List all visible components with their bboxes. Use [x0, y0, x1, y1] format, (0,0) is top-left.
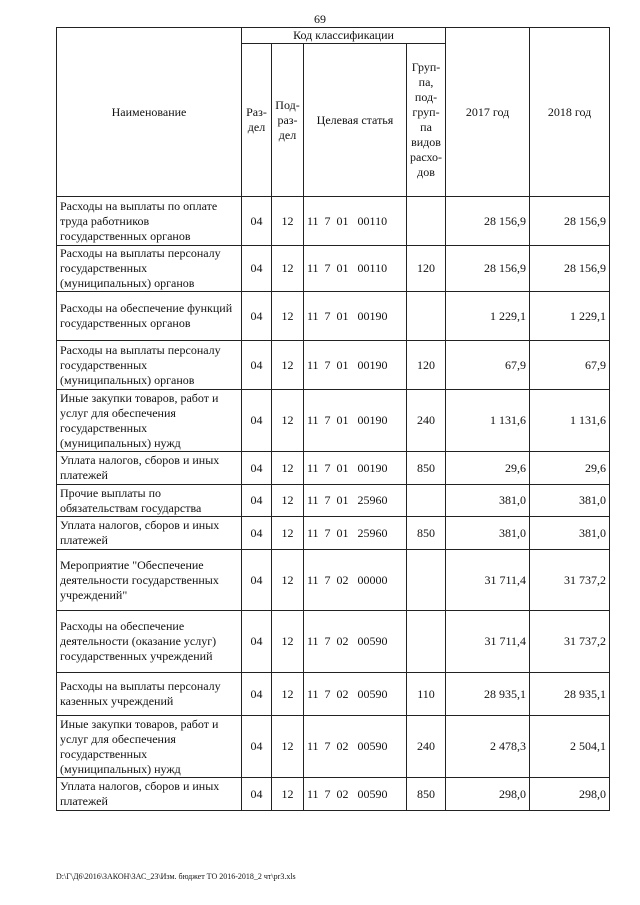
row-subsection: 12 — [272, 452, 304, 485]
row-section: 04 — [242, 517, 272, 550]
row-name: Расходы на обеспечение функций государственных органов — [57, 292, 242, 341]
row-expense-group: 850 — [407, 517, 446, 550]
row-value-2018: 31 737,2 — [530, 550, 610, 611]
row-target-article: 11 7 02 00590 — [304, 673, 407, 716]
row-name: Уплата налогов, сборов и иных платежей — [57, 778, 242, 811]
row-value-2018: 1 131,6 — [530, 390, 610, 452]
row-target-article: 11 7 01 00190 — [304, 452, 407, 485]
row-value-2017: 381,0 — [446, 485, 530, 517]
row-expense-group: 240 — [407, 716, 446, 778]
budget-table — [56, 27, 610, 811]
row-name: Иные закупки товаров, работ и услуг для обеспечения государственных (муниципальных) нужд — [57, 716, 242, 778]
row-target-article: 11 7 02 00590 — [304, 778, 407, 811]
row-subsection: 12 — [272, 716, 304, 778]
row-value-2018: 31 737,2 — [530, 611, 610, 673]
row-expense-group — [407, 197, 446, 246]
row-target-article: 11 7 01 25960 — [304, 485, 407, 517]
row-section: 04 — [242, 778, 272, 811]
row-value-2017: 31 711,4 — [446, 550, 530, 611]
row-name: Уплата налогов, сборов и иных платежей — [57, 517, 242, 550]
header-year-2018: 2018 год — [530, 28, 610, 197]
row-subsection: 12 — [272, 778, 304, 811]
header-section-text: Раз-дел — [246, 105, 267, 134]
table-row — [57, 778, 610, 811]
header-expense-group-text: Груп-па, под-груп-па видов расхо-дов — [410, 60, 443, 179]
header-subsection-text: Под-раз-дел — [275, 97, 300, 142]
row-value-2017: 29,6 — [446, 452, 530, 485]
row-value-2018: 28 156,9 — [530, 197, 610, 246]
row-value-2017: 1 131,6 — [446, 390, 530, 452]
header-classification: Код классификации — [242, 28, 446, 44]
header-target-article: Целевая статья — [304, 44, 407, 197]
row-value-2017: 381,0 — [446, 517, 530, 550]
row-value-2018: 381,0 — [530, 517, 610, 550]
page-number: 69 — [314, 12, 326, 26]
table-row — [57, 517, 610, 550]
row-expense-group: 120 — [407, 341, 446, 390]
row-subsection: 12 — [272, 341, 304, 390]
row-value-2018: 1 229,1 — [530, 292, 610, 341]
row-target-article: 11 7 01 00190 — [304, 341, 407, 390]
row-value-2018: 381,0 — [530, 485, 610, 517]
header-expense-group — [407, 44, 446, 197]
row-subsection: 12 — [272, 550, 304, 611]
row-name: Иные закупки товаров, работ и услуг для обеспечения государственных (муниципальных) нужд — [57, 390, 242, 452]
row-subsection: 12 — [272, 390, 304, 452]
row-value-2017: 1 229,1 — [446, 292, 530, 341]
table-row — [57, 292, 610, 341]
row-value-2017: 298,0 — [446, 778, 530, 811]
row-section: 04 — [242, 611, 272, 673]
header-name: Наименование — [57, 28, 242, 197]
row-value-2017: 2 478,3 — [446, 716, 530, 778]
row-target-article: 11 7 01 25960 — [304, 517, 407, 550]
row-name: Расходы на выплаты по оплате труда работников государственных органов — [57, 197, 242, 246]
file-path-footer: D:\Г\Д6\2016\ЗАКОН\ЗАС_23\Изм. бюджет ТО 2016-2018_2 чт\pr3.xls — [56, 872, 296, 881]
header-section — [242, 44, 272, 197]
row-expense-group: 120 — [407, 246, 446, 292]
row-expense-group: 850 — [407, 452, 446, 485]
row-target-article: 11 7 01 00110 — [304, 246, 407, 292]
row-expense-group — [407, 485, 446, 517]
header-subsection — [272, 44, 304, 197]
row-section: 04 — [242, 452, 272, 485]
row-subsection: 12 — [272, 611, 304, 673]
row-expense-group — [407, 611, 446, 673]
row-name: Уплата налогов, сборов и иных платежей — [57, 452, 242, 485]
row-subsection: 12 — [272, 246, 304, 292]
row-section: 04 — [242, 673, 272, 716]
row-value-2017: 28 156,9 — [446, 197, 530, 246]
row-section: 04 — [242, 485, 272, 517]
row-subsection: 12 — [272, 485, 304, 517]
table-row — [57, 716, 610, 778]
header-row-1 — [57, 28, 610, 44]
row-name: Прочие выплаты по обязательствам государства — [57, 485, 242, 517]
row-section: 04 — [242, 292, 272, 341]
row-expense-group — [407, 550, 446, 611]
row-expense-group: 850 — [407, 778, 446, 811]
row-name: Расходы на выплаты персоналу государственных (муниципальных) органов — [57, 246, 242, 292]
table-row — [57, 550, 610, 611]
header-year-2017: 2017 год — [446, 28, 530, 197]
row-name: Расходы на выплаты персоналу казенных учреждений — [57, 673, 242, 716]
row-section: 04 — [242, 390, 272, 452]
row-value-2018: 298,0 — [530, 778, 610, 811]
row-name: Расходы на выплаты персоналу государственных (муниципальных) органов — [57, 341, 242, 390]
row-subsection: 12 — [272, 517, 304, 550]
row-section: 04 — [242, 341, 272, 390]
table-row — [57, 390, 610, 452]
row-target-article: 11 7 01 00110 — [304, 197, 407, 246]
row-subsection: 12 — [272, 292, 304, 341]
row-value-2018: 28 156,9 — [530, 246, 610, 292]
row-section: 04 — [242, 246, 272, 292]
table-row — [57, 197, 610, 246]
row-name: Расходы на обеспечение деятельности (оказание услуг) государственных учреждений — [57, 611, 242, 673]
row-section: 04 — [242, 716, 272, 778]
row-expense-group: 110 — [407, 673, 446, 716]
row-section: 04 — [242, 197, 272, 246]
row-value-2018: 67,9 — [530, 341, 610, 390]
row-section: 04 — [242, 550, 272, 611]
table-row — [57, 341, 610, 390]
row-value-2017: 28 156,9 — [446, 246, 530, 292]
table-row — [57, 673, 610, 716]
row-value-2017: 28 935,1 — [446, 673, 530, 716]
table-row — [57, 611, 610, 673]
row-value-2018: 29,6 — [530, 452, 610, 485]
row-name: Мероприятие "Обеспечение деятельности государственных учреждений" — [57, 550, 242, 611]
row-target-article: 11 7 01 00190 — [304, 292, 407, 341]
row-subsection: 12 — [272, 197, 304, 246]
row-target-article: 11 7 02 00590 — [304, 716, 407, 778]
table-row — [57, 485, 610, 517]
row-target-article: 11 7 01 00190 — [304, 390, 407, 452]
row-value-2017: 31 711,4 — [446, 611, 530, 673]
row-value-2018: 2 504,1 — [530, 716, 610, 778]
row-value-2017: 67,9 — [446, 341, 530, 390]
row-target-article: 11 7 02 00000 — [304, 550, 407, 611]
row-target-article: 11 7 02 00590 — [304, 611, 407, 673]
row-value-2018: 28 935,1 — [530, 673, 610, 716]
table-row — [57, 246, 610, 292]
row-expense-group — [407, 292, 446, 341]
table-row — [57, 452, 610, 485]
row-subsection: 12 — [272, 673, 304, 716]
row-expense-group: 240 — [407, 390, 446, 452]
